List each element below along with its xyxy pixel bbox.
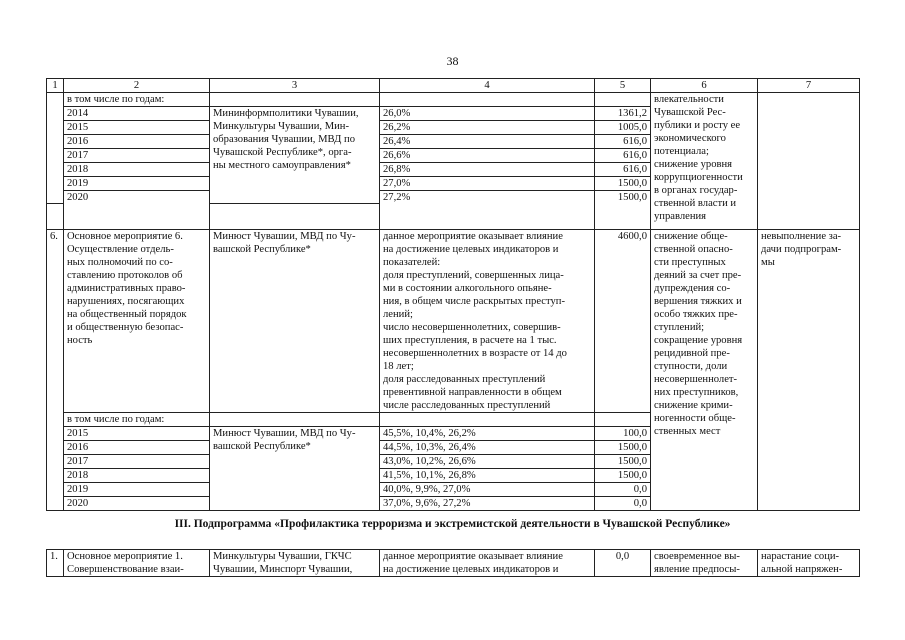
indicator-value: 41,5%, 10,1%, 26,8% [380, 469, 595, 483]
amount-cell: 1005,0 [595, 121, 651, 135]
column-number: 1 [47, 79, 64, 93]
page-number: 38 [446, 54, 459, 68]
year-cell: 2014 [64, 107, 210, 121]
year-cell: 2017 [64, 455, 210, 469]
empty-cell [595, 93, 651, 107]
column-number: 2 [64, 79, 210, 93]
amount-cell: 616,0 [595, 149, 651, 163]
risk-cell: невыполнение за- дачи подпрограм- мы [758, 230, 860, 511]
executor-cell: Минюст Чувашии, МВД по Чу- вашской Республике* [210, 427, 380, 511]
table-row [47, 550, 860, 577]
measure-name-cell: Основное мероприятие 6. Осуществление отдель- ных полномочий по со- ставлению протоколов об административных право- нарушениях, посягающих на общественный порядок и общественную безопас- ность [64, 230, 210, 413]
table-row [47, 93, 860, 107]
indicator-value: 27,2% [380, 191, 595, 230]
indicator-value: 43,0%, 10,2%, 26,6% [380, 455, 595, 469]
row-number: 1. [47, 550, 64, 577]
year-cell: 2019 [64, 177, 210, 191]
amount-cell: 100,0 [595, 427, 651, 441]
subprogram-table [46, 549, 860, 577]
year-cell: 2015 [64, 427, 210, 441]
amount-cell: 1500,0 [595, 455, 651, 469]
empty-cell [210, 93, 380, 107]
year-cell: 2020 [64, 497, 210, 511]
indicator-value: 26,0% [380, 107, 595, 121]
amount-cell: 1500,0 [595, 191, 651, 230]
indicator-value: 44,5%, 10,3%, 26,4% [380, 441, 595, 455]
year-cell: 2018 [64, 163, 210, 177]
years-label: в том числе по годам: [64, 413, 210, 427]
empty-cell [595, 413, 651, 427]
year-cell: 2019 [64, 483, 210, 497]
measure-name-cell: Основное мероприятие 1. Совершенствование взаи- [64, 550, 210, 577]
effect-cell: влекательности Чувашской Рес- публики и росту ее экономического потенциала; снижение уровня коррупциогенности в органах государ- ственной власти и управления [651, 93, 758, 230]
column-number: 5 [595, 79, 651, 93]
indicator-value: 26,2% [380, 121, 595, 135]
amount-cell: 0,0 [595, 497, 651, 511]
amount-cell: 616,0 [595, 135, 651, 149]
empty-cell [47, 93, 64, 204]
year-cell: 2017 [64, 149, 210, 163]
indicator-cell: данное мероприятие оказывает влияние на достижение целевых индикаторов и показателей: доля преступлений, совершенных лица- ми в состоянии алкогольного опьяне- ния, в общем числе раскрытых преступ- лений; число несовершеннолетних, совершив- ших преступления, в расчете на 1 тыс. несовершеннолетних в возрасте от 14 до 18 лет; доля расследованных преступлений превентивной направленности в общем числе расследованных преступлений [380, 230, 595, 413]
empty-cell [380, 93, 595, 107]
indicator-cell: данное мероприятие оказывает влияние на достижение целевых индикаторов и [380, 550, 595, 577]
row-number: 6. [47, 230, 64, 511]
executor-cell: Минюст Чувашии, МВД по Чу- вашской Республике* [210, 230, 380, 413]
indicator-value: 40,0%, 9,9%, 27,0% [380, 483, 595, 497]
risk-cell: нарастание соци- альной напряжен- [758, 550, 860, 577]
year-cell: 2015 [64, 121, 210, 135]
amount-cell: 1500,0 [595, 177, 651, 191]
column-number: 7 [758, 79, 860, 93]
amount-cell: 616,0 [595, 163, 651, 177]
empty-cell [758, 93, 860, 230]
column-number-row [47, 79, 860, 93]
amount-cell: 1361,2 [595, 107, 651, 121]
executor-cell: Минкультуры Чувашии, ГКЧС Чувашии, Минспорт Чувашии, [210, 550, 380, 577]
year-cell: 2016 [64, 135, 210, 149]
empty-cell [210, 413, 380, 427]
effect-cell: снижение обще- ственной опасно- сти преступных деяний за счет пре- дупреждения со- вершения тяжких и особо тяжких пре- ступлений; сокращение уровня рецидивной пре- ступности, доли несовершеннолет- них преступников, снижение крими- ногенности обще- ственных мест [651, 230, 758, 511]
year-cell: 2020 [64, 191, 210, 230]
table-row [47, 230, 860, 413]
column-number: 3 [210, 79, 380, 93]
indicator-value: 37,0%, 9,6%, 27,2% [380, 497, 595, 511]
amount-cell: 1500,0 [595, 469, 651, 483]
amount-cell: 4600,0 [595, 230, 651, 413]
main-table [46, 78, 860, 511]
indicator-value: 26,6% [380, 149, 595, 163]
effect-cell: своевременное вы- явление предпосы- [651, 550, 758, 577]
column-number: 6 [651, 79, 758, 93]
year-cell: 2016 [64, 441, 210, 455]
years-label: в том числе по годам: [64, 93, 210, 107]
indicator-value: 27,0% [380, 177, 595, 191]
year-cell: 2018 [64, 469, 210, 483]
executor-cell: Мининформполитики Чувашии, Минкультуры Чувашии, Мин- образования Чувашии, МВД по Чувашской Республике*, орга- ны местного самоуправления* [210, 107, 380, 204]
empty-cell [47, 204, 64, 230]
empty-cell [380, 413, 595, 427]
column-number: 4 [380, 79, 595, 93]
indicator-value: 26,8% [380, 163, 595, 177]
amount-cell: 0,0 [595, 483, 651, 497]
amount-cell: 1500,0 [595, 441, 651, 455]
indicator-value: 45,5%, 10,4%, 26,2% [380, 427, 595, 441]
amount-cell: 0,0 [595, 550, 651, 577]
subprogram-title: III. Подпрограмма «Профилактика терроризма и экстремистской деятельности в Чувашской Республике» [174, 518, 731, 530]
indicator-value: 26,4% [380, 135, 595, 149]
